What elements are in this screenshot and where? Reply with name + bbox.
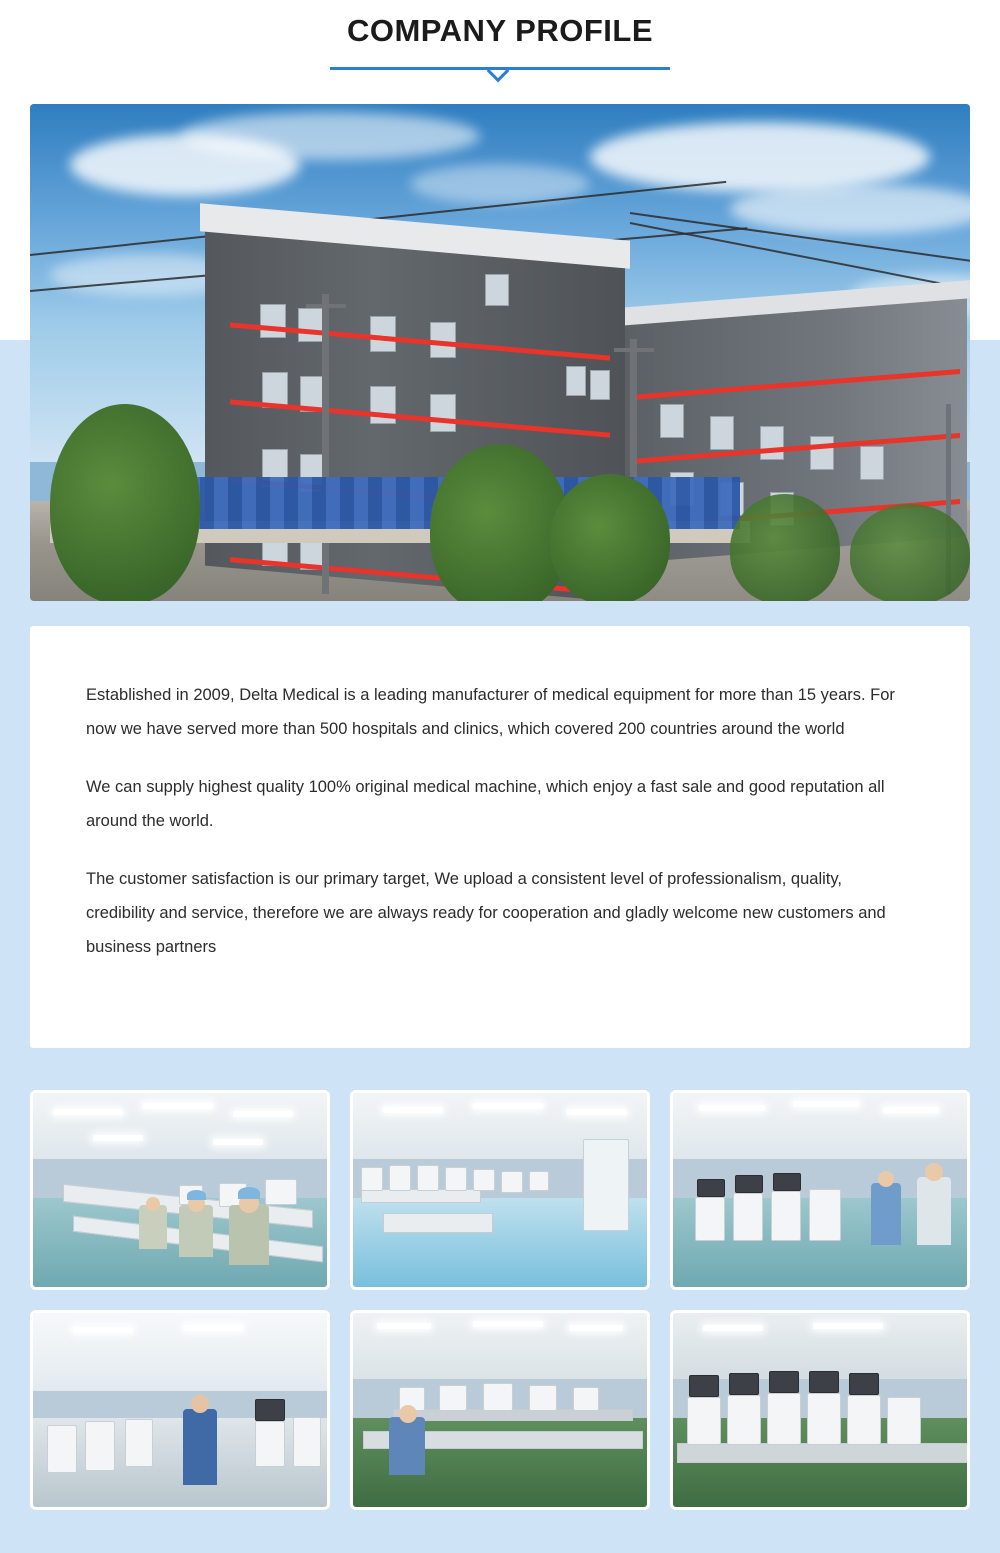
cloud-shape: [180, 112, 480, 160]
description-paragraph-2: We can supply highest quality 100% original medical machine, which enjoy a fast sale and good reputation all around the world.: [86, 778, 885, 830]
ultrasound-machine: [47, 1425, 77, 1473]
worker-cap: [238, 1187, 260, 1199]
ceiling-lamp: [383, 1107, 443, 1113]
ultrasound-console: [771, 1191, 801, 1241]
window: [660, 404, 684, 438]
staff-member: [183, 1409, 217, 1485]
ultrasound-machine: [85, 1421, 115, 1471]
ceiling-lamp: [699, 1105, 765, 1111]
facility-gallery: [30, 1090, 970, 1510]
equipment-unit: [529, 1385, 557, 1411]
desk: [383, 1213, 493, 1233]
worker: [871, 1183, 901, 1245]
tree: [730, 494, 840, 601]
ultrasound-machine: [125, 1419, 153, 1467]
ultrasound-console: [809, 1189, 841, 1241]
equipment-unit: [445, 1167, 467, 1191]
window: [485, 274, 509, 306]
ceiling-lamp: [53, 1109, 123, 1115]
gallery-item[interactable]: [350, 1090, 650, 1290]
window: [810, 436, 834, 470]
conveyor: [677, 1443, 969, 1463]
monitor: [735, 1175, 763, 1193]
worker: [179, 1205, 213, 1257]
monitor: [689, 1375, 719, 1397]
page-title: COMPANY PROFILE: [346, 13, 654, 48]
window: [760, 426, 784, 460]
page-title-block: [0, 8, 1000, 80]
worker: [229, 1205, 269, 1265]
cloud-shape: [590, 122, 930, 192]
worker-head: [878, 1171, 894, 1187]
ceiling-lamp: [703, 1325, 763, 1331]
ceiling-lamp: [183, 1325, 243, 1331]
ultrasound-machine: [255, 1421, 285, 1467]
finished-unit: [687, 1397, 721, 1445]
monitor: [255, 1399, 285, 1421]
monitor: [729, 1373, 759, 1395]
ceiling-lamp: [813, 1323, 883, 1329]
utility-pole-arm: [306, 304, 346, 308]
equipment-unit: [361, 1167, 383, 1191]
engineer: [917, 1177, 951, 1245]
finished-unit: [847, 1395, 881, 1445]
equipment-unit: [389, 1165, 411, 1191]
engineer-head: [925, 1163, 943, 1181]
ceiling-lamp: [73, 1327, 133, 1333]
ultrasound-machine: [293, 1417, 321, 1467]
worker-head: [399, 1405, 417, 1423]
equipment-unit: [529, 1171, 549, 1191]
window: [260, 304, 286, 338]
tree: [550, 474, 670, 601]
worker: [139, 1205, 167, 1249]
ceiling-lamp: [883, 1107, 939, 1113]
equipment-unit: [417, 1165, 439, 1191]
ultrasound-console: [695, 1197, 725, 1241]
gallery-item[interactable]: [30, 1090, 330, 1290]
factory-exterior-photo: [30, 104, 970, 601]
description-paragraph-3: The customer satisfaction is our primary target, We upload a consistent level of professionalism, quality, credibility and service, therefore we are always ready for cooperation and gladly welcome new customers and business partners: [86, 870, 886, 956]
window: [298, 308, 324, 342]
worker-cap: [187, 1190, 206, 1200]
tree: [430, 444, 570, 601]
ceiling-lamp: [473, 1103, 543, 1109]
chevron-down-icon: [486, 63, 508, 75]
monitor: [773, 1173, 801, 1191]
gallery-item[interactable]: [670, 1310, 970, 1510]
ultrasound-console: [733, 1193, 763, 1241]
utility-pole-arm: [614, 348, 654, 352]
window: [860, 446, 884, 480]
gallery-item[interactable]: [30, 1310, 330, 1510]
worker-head: [146, 1197, 160, 1211]
tree: [50, 404, 200, 601]
equipment-unit: [483, 1383, 513, 1411]
monitor: [809, 1371, 839, 1393]
equipment-unit: [439, 1385, 467, 1411]
ceiling-lamp: [473, 1321, 543, 1327]
equipment-unit: [473, 1169, 495, 1191]
ceiling-lamp: [567, 1109, 627, 1115]
monitor: [265, 1179, 297, 1205]
ceiling-lamp: [793, 1101, 859, 1107]
glass-partition: [583, 1139, 629, 1231]
staff-head: [191, 1395, 209, 1413]
finished-unit: [727, 1395, 761, 1445]
ceiling: [33, 1313, 327, 1391]
title-divider: [330, 60, 670, 80]
ceiling-lamp: [93, 1135, 143, 1141]
ceiling-lamp: [569, 1325, 623, 1331]
worker: [389, 1417, 425, 1475]
gallery-item[interactable]: [350, 1310, 650, 1510]
workbench: [361, 1189, 481, 1203]
monitor: [697, 1179, 725, 1197]
equipment-unit: [573, 1387, 599, 1411]
description-paragraph-1: Established in 2009, Delta Medical is a leading manufacturer of medical equipment for more than 15 years. For now we have served more than 500 hospitals and clinics, which covered 200 countries around the world: [86, 686, 895, 738]
ceiling-lamp: [213, 1139, 263, 1145]
monitor: [769, 1371, 799, 1393]
monitor: [849, 1373, 879, 1395]
window: [430, 394, 456, 432]
utility-pole: [322, 294, 329, 594]
finished-unit: [887, 1397, 921, 1445]
ceiling-lamp: [377, 1323, 431, 1329]
tree: [850, 504, 970, 601]
finished-unit: [767, 1393, 801, 1445]
ceiling-lamp: [143, 1103, 213, 1109]
ceiling-lamp: [233, 1111, 293, 1117]
gallery-item[interactable]: [670, 1090, 970, 1290]
equipment-unit: [501, 1171, 523, 1193]
window: [710, 416, 734, 450]
company-description-card: [30, 626, 970, 1048]
window: [566, 366, 586, 396]
window: [590, 370, 610, 400]
finished-unit: [807, 1393, 841, 1445]
